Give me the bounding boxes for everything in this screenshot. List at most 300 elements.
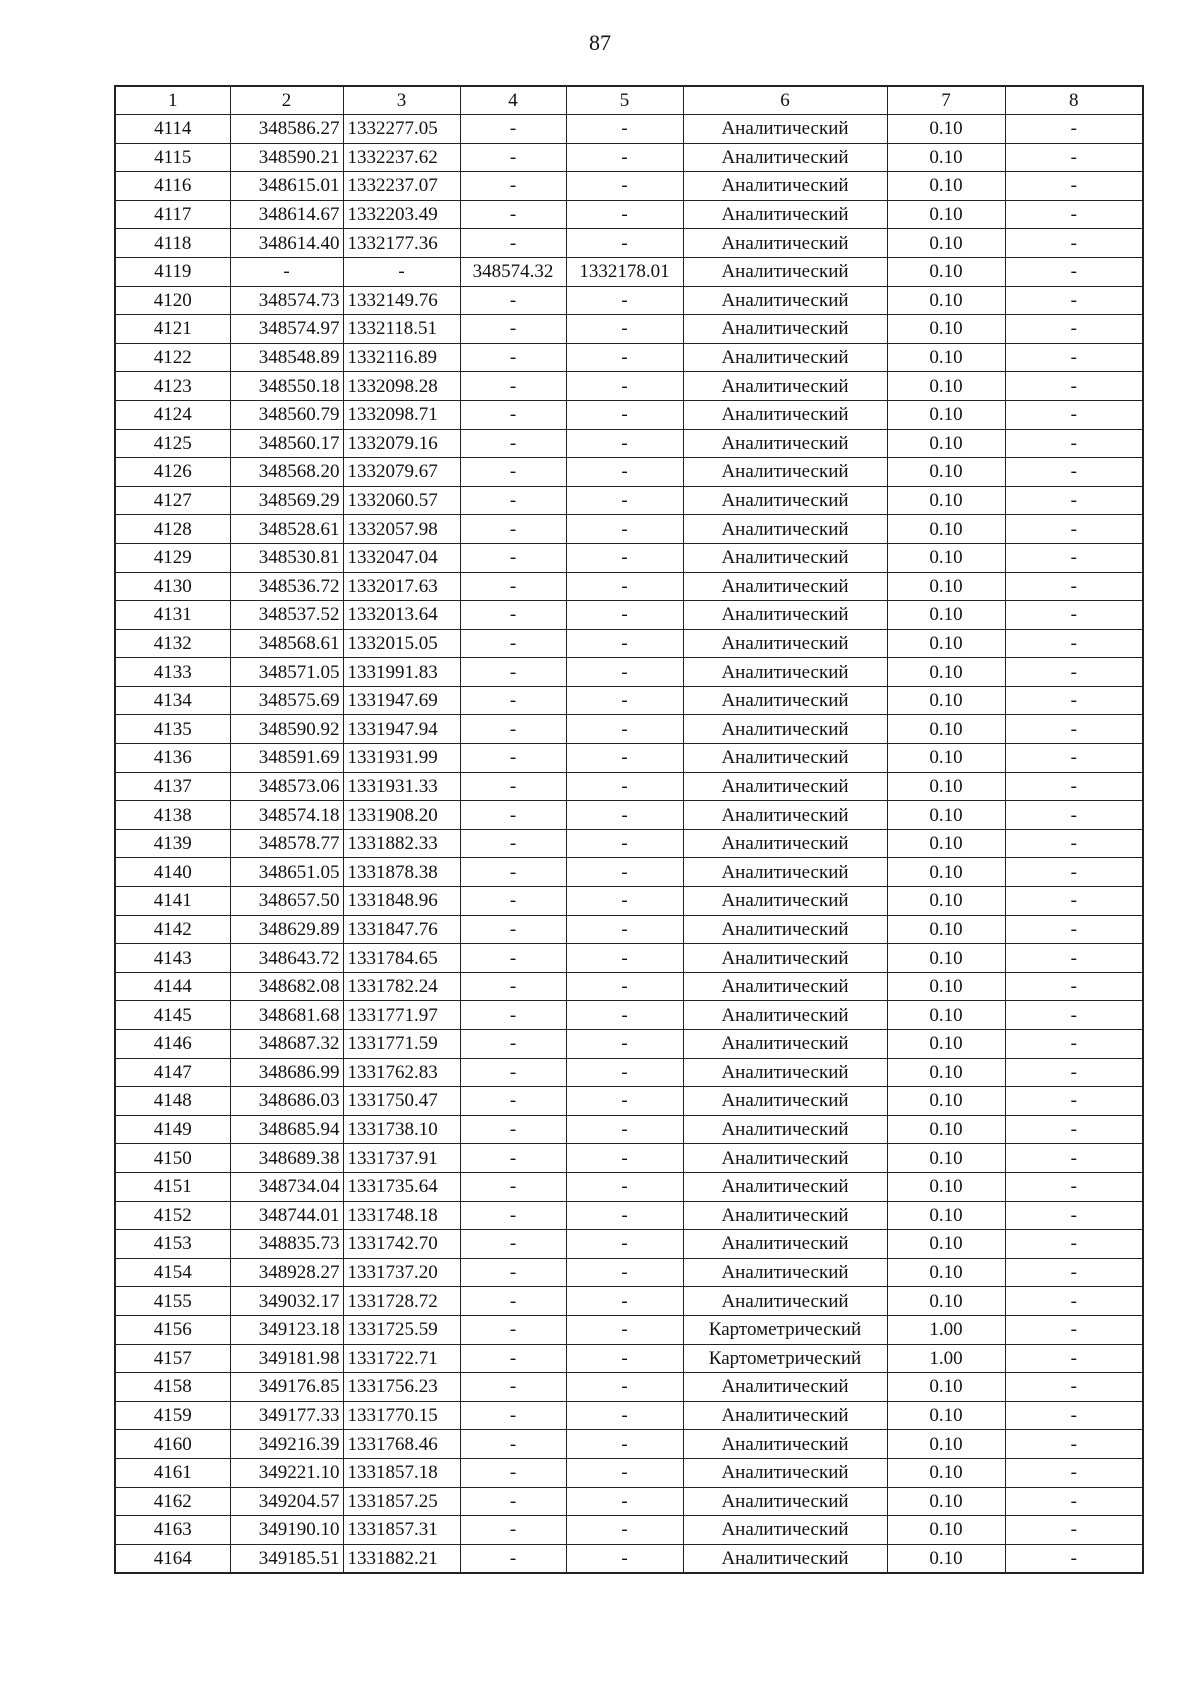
table-cell: 0.10 — [887, 543, 1005, 572]
table-cell: 4150 — [115, 1144, 230, 1173]
table-cell: 1331908.20 — [343, 801, 460, 830]
table-cell: 348578.77 — [230, 829, 343, 858]
table-cell: - — [1005, 1373, 1143, 1402]
table-cell: - — [460, 372, 566, 401]
table-cell: - — [566, 458, 683, 487]
table-row — [115, 1230, 1143, 1259]
table-cell: 4134 — [115, 686, 230, 715]
table-cell: 4129 — [115, 543, 230, 572]
table-cell: - — [1005, 1516, 1143, 1545]
table-cell: 1332277.05 — [343, 115, 460, 144]
table-cell: Аналитический — [683, 315, 887, 344]
table-cell: 0.10 — [887, 515, 1005, 544]
table-row — [115, 686, 1143, 715]
table-cell: - — [566, 858, 683, 887]
table-cell: - — [1005, 200, 1143, 229]
table-cell: 348586.27 — [230, 115, 343, 144]
table-row — [115, 343, 1143, 372]
table-cell: - — [1005, 629, 1143, 658]
table-row — [115, 1058, 1143, 1087]
table-cell: - — [460, 1487, 566, 1516]
table-cell: 1.00 — [887, 1344, 1005, 1373]
table-row — [115, 286, 1143, 315]
table-cell: 1332203.49 — [343, 200, 460, 229]
table-cell: - — [566, 1001, 683, 1030]
table-cell: 0.10 — [887, 572, 1005, 601]
table-cell: - — [1005, 229, 1143, 258]
table-cell: 4131 — [115, 601, 230, 630]
table-cell: - — [566, 372, 683, 401]
table-cell: - — [1005, 543, 1143, 572]
table-cell: - — [1005, 744, 1143, 773]
table-cell: - — [566, 543, 683, 572]
table-cell: Аналитический — [683, 372, 887, 401]
table-cell: - — [566, 658, 683, 687]
table-row — [115, 257, 1143, 286]
table-cell: 0.10 — [887, 629, 1005, 658]
table-cell: Аналитический — [683, 286, 887, 315]
table-cell: 349185.51 — [230, 1544, 343, 1573]
table-cell: 349221.10 — [230, 1458, 343, 1487]
table-cell: - — [1005, 257, 1143, 286]
table-cell: 1331857.25 — [343, 1487, 460, 1516]
table-cell: - — [1005, 1144, 1143, 1173]
table-cell: 4151 — [115, 1172, 230, 1201]
table-cell: - — [566, 1058, 683, 1087]
table-cell: 0.10 — [887, 286, 1005, 315]
table-cell: Аналитический — [683, 972, 887, 1001]
table-cell: 348548.89 — [230, 343, 343, 372]
table-cell: Аналитический — [683, 343, 887, 372]
table-cell: Аналитический — [683, 915, 887, 944]
table-cell: 4144 — [115, 972, 230, 1001]
table-cell: - — [1005, 1487, 1143, 1516]
table-cell: 0.10 — [887, 400, 1005, 429]
table-cell: - — [1005, 858, 1143, 887]
table-cell: Аналитический — [683, 601, 887, 630]
table-cell: - — [1005, 143, 1143, 172]
table-cell: 4163 — [115, 1516, 230, 1545]
table-cell: 4149 — [115, 1115, 230, 1144]
table-row — [115, 1344, 1143, 1373]
table-cell: 0.10 — [887, 429, 1005, 458]
table-cell: 4116 — [115, 172, 230, 201]
table-row — [115, 944, 1143, 973]
table-cell: Аналитический — [683, 458, 887, 487]
table-cell: - — [460, 601, 566, 630]
table-cell: - — [566, 1287, 683, 1316]
table-cell: - — [1005, 1315, 1143, 1344]
table-row — [115, 458, 1143, 487]
table-cell: Аналитический — [683, 515, 887, 544]
table-cell: 1332237.62 — [343, 143, 460, 172]
coordinates-table — [114, 85, 1144, 1574]
table-cell: - — [1005, 343, 1143, 372]
table-cell: 4147 — [115, 1058, 230, 1087]
table-cell: 0.10 — [887, 1487, 1005, 1516]
table-cell: - — [460, 915, 566, 944]
table-row — [115, 1258, 1143, 1287]
table-cell: - — [566, 286, 683, 315]
table-cell: - — [566, 1458, 683, 1487]
table-cell: - — [566, 229, 683, 258]
table-cell: Аналитический — [683, 543, 887, 572]
table-cell: - — [566, 572, 683, 601]
table-cell: - — [460, 1115, 566, 1144]
table-cell: 348689.38 — [230, 1144, 343, 1173]
table-cell: 0.10 — [887, 1401, 1005, 1430]
table-cell: - — [460, 143, 566, 172]
table-cell: Аналитический — [683, 486, 887, 515]
table-cell: Аналитический — [683, 1258, 887, 1287]
table-cell: - — [1005, 1287, 1143, 1316]
table-cell: - — [460, 543, 566, 572]
header-row — [115, 86, 1143, 115]
table-cell: - — [566, 972, 683, 1001]
table-cell: - — [1005, 1001, 1143, 1030]
table-row — [115, 1144, 1143, 1173]
table-cell: Аналитический — [683, 1430, 887, 1459]
table-cell: Аналитический — [683, 1373, 887, 1402]
table-cell: 4126 — [115, 458, 230, 487]
table-cell: 4158 — [115, 1373, 230, 1402]
table-cell: 348643.72 — [230, 944, 343, 973]
table-cell: 1332098.28 — [343, 372, 460, 401]
table-cell: - — [566, 629, 683, 658]
table-cell: 348590.21 — [230, 143, 343, 172]
table-cell: - — [460, 229, 566, 258]
table-cell: - — [1005, 1258, 1143, 1287]
table-cell: 1332118.51 — [343, 315, 460, 344]
table-cell: 1332047.04 — [343, 543, 460, 572]
table-cell: 348536.72 — [230, 572, 343, 601]
table-row — [115, 744, 1143, 773]
table-header — [115, 86, 1143, 115]
table-cell: - — [1005, 1230, 1143, 1259]
table-cell: - — [460, 286, 566, 315]
table-cell: 0.10 — [887, 1287, 1005, 1316]
table-cell: - — [566, 1115, 683, 1144]
table-cell: 0.10 — [887, 887, 1005, 916]
table-cell: 1331878.38 — [343, 858, 460, 887]
table-cell: - — [1005, 801, 1143, 830]
table-cell: - — [460, 1001, 566, 1030]
table-cell: 348560.79 — [230, 400, 343, 429]
table-cell: - — [460, 115, 566, 144]
table-cell: 1331742.70 — [343, 1230, 460, 1259]
table-cell: Аналитический — [683, 858, 887, 887]
table-cell: 4123 — [115, 372, 230, 401]
table-cell: - — [1005, 372, 1143, 401]
table-cell: - — [566, 772, 683, 801]
table-cell: Аналитический — [683, 1115, 887, 1144]
table-cell: 1.00 — [887, 1315, 1005, 1344]
table-cell: - — [566, 1230, 683, 1259]
table-cell: 0.10 — [887, 744, 1005, 773]
table-cell: 1331847.76 — [343, 915, 460, 944]
table-cell: - — [1005, 915, 1143, 944]
table-cell: 4138 — [115, 801, 230, 830]
table-cell: - — [566, 744, 683, 773]
table-cell: 348687.32 — [230, 1030, 343, 1059]
table-cell: 1331947.94 — [343, 715, 460, 744]
table-cell: Аналитический — [683, 1001, 887, 1030]
table-cell: - — [460, 1458, 566, 1487]
table-cell: 1332178.01 — [566, 257, 683, 286]
table-cell: 348528.61 — [230, 515, 343, 544]
table-cell: - — [460, 715, 566, 744]
table-cell: - — [566, 1401, 683, 1430]
table-cell: - — [460, 1144, 566, 1173]
table-cell: 4115 — [115, 143, 230, 172]
table-cell: - — [566, 1487, 683, 1516]
table-row — [115, 1315, 1143, 1344]
table-cell: - — [460, 486, 566, 515]
table-cell: Аналитический — [683, 1287, 887, 1316]
table-row — [115, 1401, 1143, 1430]
table-row — [115, 1430, 1143, 1459]
table-cell: - — [460, 200, 566, 229]
table-row — [115, 1172, 1143, 1201]
table-cell: 1331931.99 — [343, 744, 460, 773]
table-cell: - — [566, 1030, 683, 1059]
table-row — [115, 1030, 1143, 1059]
table-cell: - — [566, 343, 683, 372]
table-cell: - — [460, 1087, 566, 1116]
table-cell: - — [566, 944, 683, 973]
page-number: 87 — [589, 30, 611, 55]
table-cell: - — [1005, 315, 1143, 344]
table-cell: 1331991.83 — [343, 658, 460, 687]
table-cell: - — [460, 829, 566, 858]
table-cell: 1331882.33 — [343, 829, 460, 858]
table-cell: - — [566, 887, 683, 916]
table-cell: - — [566, 172, 683, 201]
table-cell: 348568.61 — [230, 629, 343, 658]
column-header: 7 — [887, 86, 1005, 115]
table-row — [115, 429, 1143, 458]
table-cell: 4152 — [115, 1201, 230, 1230]
table-cell: 1332079.16 — [343, 429, 460, 458]
table-cell: - — [1005, 1344, 1143, 1373]
table-cell: - — [460, 944, 566, 973]
table-row — [115, 887, 1143, 916]
table-cell: - — [460, 1430, 566, 1459]
table-row — [115, 1001, 1143, 1030]
table-cell: 348629.89 — [230, 915, 343, 944]
table-cell: Аналитический — [683, 772, 887, 801]
table-cell: 348686.99 — [230, 1058, 343, 1087]
table-cell: Аналитический — [683, 829, 887, 858]
table-cell: - — [460, 343, 566, 372]
table-cell: 1332013.64 — [343, 601, 460, 630]
table-cell: - — [1005, 286, 1143, 315]
table-cell: - — [460, 515, 566, 544]
table-cell: 4141 — [115, 887, 230, 916]
table-row — [115, 1487, 1143, 1516]
table-cell: 0.10 — [887, 486, 1005, 515]
table-cell: - — [566, 1201, 683, 1230]
table-cell: 348681.68 — [230, 1001, 343, 1030]
table-cell: - — [566, 115, 683, 144]
table-cell: - — [566, 143, 683, 172]
table-cell: - — [1005, 458, 1143, 487]
table-cell: 1331770.15 — [343, 1401, 460, 1430]
table-cell: 4133 — [115, 658, 230, 687]
table-cell: 0.10 — [887, 1058, 1005, 1087]
table-cell: 0.10 — [887, 1458, 1005, 1487]
table-cell: 1332057.98 — [343, 515, 460, 544]
table-cell: 4132 — [115, 629, 230, 658]
table-cell: 348575.69 — [230, 686, 343, 715]
table-cell: - — [1005, 1087, 1143, 1116]
table-cell: 4159 — [115, 1401, 230, 1430]
table-cell: 1331947.69 — [343, 686, 460, 715]
table-cell: 348614.67 — [230, 200, 343, 229]
table-cell: - — [566, 1430, 683, 1459]
table-cell: - — [1005, 887, 1143, 916]
table-cell: 348550.18 — [230, 372, 343, 401]
table-cell: - — [460, 1373, 566, 1402]
table-row — [115, 400, 1143, 429]
table-cell: 349177.33 — [230, 1401, 343, 1430]
table-cell: - — [460, 772, 566, 801]
table-cell: - — [460, 1258, 566, 1287]
table-cell: Аналитический — [683, 1201, 887, 1230]
table-cell: 1332149.76 — [343, 286, 460, 315]
table-cell: 4157 — [115, 1344, 230, 1373]
table-cell: - — [1005, 658, 1143, 687]
table-cell: 0.10 — [887, 1144, 1005, 1173]
table-cell: 0.10 — [887, 1001, 1005, 1030]
table-cell: 4124 — [115, 400, 230, 429]
table-cell: 348744.01 — [230, 1201, 343, 1230]
table-cell: 0.10 — [887, 1544, 1005, 1573]
table-cell: 348574.18 — [230, 801, 343, 830]
table-cell: 0.10 — [887, 915, 1005, 944]
table-cell: Картометрический — [683, 1344, 887, 1373]
table-cell: - — [1005, 1544, 1143, 1573]
table-row — [115, 601, 1143, 630]
table-cell: 0.10 — [887, 1115, 1005, 1144]
table-cell: 4135 — [115, 715, 230, 744]
table-cell: 349032.17 — [230, 1287, 343, 1316]
table-cell: - — [1005, 1030, 1143, 1059]
table-cell: 0.10 — [887, 1087, 1005, 1116]
table-cell: - — [1005, 829, 1143, 858]
table-cell: 349216.39 — [230, 1430, 343, 1459]
table-row — [115, 115, 1143, 144]
table-cell: - — [460, 172, 566, 201]
table-cell: Аналитический — [683, 1030, 887, 1059]
table-row — [115, 372, 1143, 401]
table-cell: Аналитический — [683, 1087, 887, 1116]
table-cell: - — [566, 515, 683, 544]
table-cell: 348590.92 — [230, 715, 343, 744]
table-cell: - — [460, 801, 566, 830]
table-cell: - — [460, 1401, 566, 1430]
table-cell: 1331762.83 — [343, 1058, 460, 1087]
table-cell: - — [460, 1058, 566, 1087]
table-cell: 4140 — [115, 858, 230, 887]
table-cell: 0.10 — [887, 343, 1005, 372]
table-cell: - — [1005, 1201, 1143, 1230]
table-cell: 1332177.36 — [343, 229, 460, 258]
table-cell: Аналитический — [683, 1172, 887, 1201]
table-cell: 1332116.89 — [343, 343, 460, 372]
table-cell: - — [566, 1258, 683, 1287]
table-cell: 348657.50 — [230, 887, 343, 916]
table-cell: - — [566, 686, 683, 715]
table-cell: 0.10 — [887, 1516, 1005, 1545]
table-cell: - — [1005, 972, 1143, 1001]
table-row — [115, 1458, 1143, 1487]
table-row — [115, 915, 1143, 944]
table-cell: 4143 — [115, 944, 230, 973]
table-cell: - — [566, 1516, 683, 1545]
table-cell: 4125 — [115, 429, 230, 458]
table-cell: 1331722.71 — [343, 1344, 460, 1373]
table-cell: - — [460, 1172, 566, 1201]
table-cell: 4118 — [115, 229, 230, 258]
table-cell: 1331737.91 — [343, 1144, 460, 1173]
table-cell: - — [460, 658, 566, 687]
table-cell: - — [460, 1287, 566, 1316]
table-cell: 4145 — [115, 1001, 230, 1030]
table-cell: Аналитический — [683, 229, 887, 258]
table-row — [115, 829, 1143, 858]
table-row — [115, 658, 1143, 687]
table-cell: - — [566, 829, 683, 858]
table-cell: - — [460, 315, 566, 344]
table-cell: 1331848.96 — [343, 887, 460, 916]
table-cell: - — [1005, 1058, 1143, 1087]
table-cell: 348574.73 — [230, 286, 343, 315]
table-row — [115, 1287, 1143, 1316]
table-cell: - — [1005, 1172, 1143, 1201]
table-cell: 349123.18 — [230, 1315, 343, 1344]
table-cell: 4117 — [115, 200, 230, 229]
table-cell: 4153 — [115, 1230, 230, 1259]
table-cell: 349176.85 — [230, 1373, 343, 1402]
table-cell: - — [566, 715, 683, 744]
column-header: 6 — [683, 86, 887, 115]
table-cell: Аналитический — [683, 400, 887, 429]
table-cell: 4161 — [115, 1458, 230, 1487]
table-cell: - — [1005, 515, 1143, 544]
table-cell: - — [1005, 172, 1143, 201]
table-cell: - — [566, 1087, 683, 1116]
table-row — [115, 801, 1143, 830]
table-cell: 1331771.59 — [343, 1030, 460, 1059]
table-cell: Аналитический — [683, 1144, 887, 1173]
table-row — [115, 143, 1143, 172]
table-cell: - — [566, 1172, 683, 1201]
table-cell: - — [566, 1373, 683, 1402]
table-cell: 1332237.07 — [343, 172, 460, 201]
table-cell: 1332060.57 — [343, 486, 460, 515]
table-cell: Аналитический — [683, 1516, 887, 1545]
table-cell: 1331750.47 — [343, 1087, 460, 1116]
column-header: 5 — [566, 86, 683, 115]
table-cell: 1331728.72 — [343, 1287, 460, 1316]
table-cell: - — [460, 572, 566, 601]
table-row — [115, 858, 1143, 887]
table-row — [115, 172, 1143, 201]
column-header: 3 — [343, 86, 460, 115]
table-cell: 1331725.59 — [343, 1315, 460, 1344]
table-cell: 0.10 — [887, 601, 1005, 630]
